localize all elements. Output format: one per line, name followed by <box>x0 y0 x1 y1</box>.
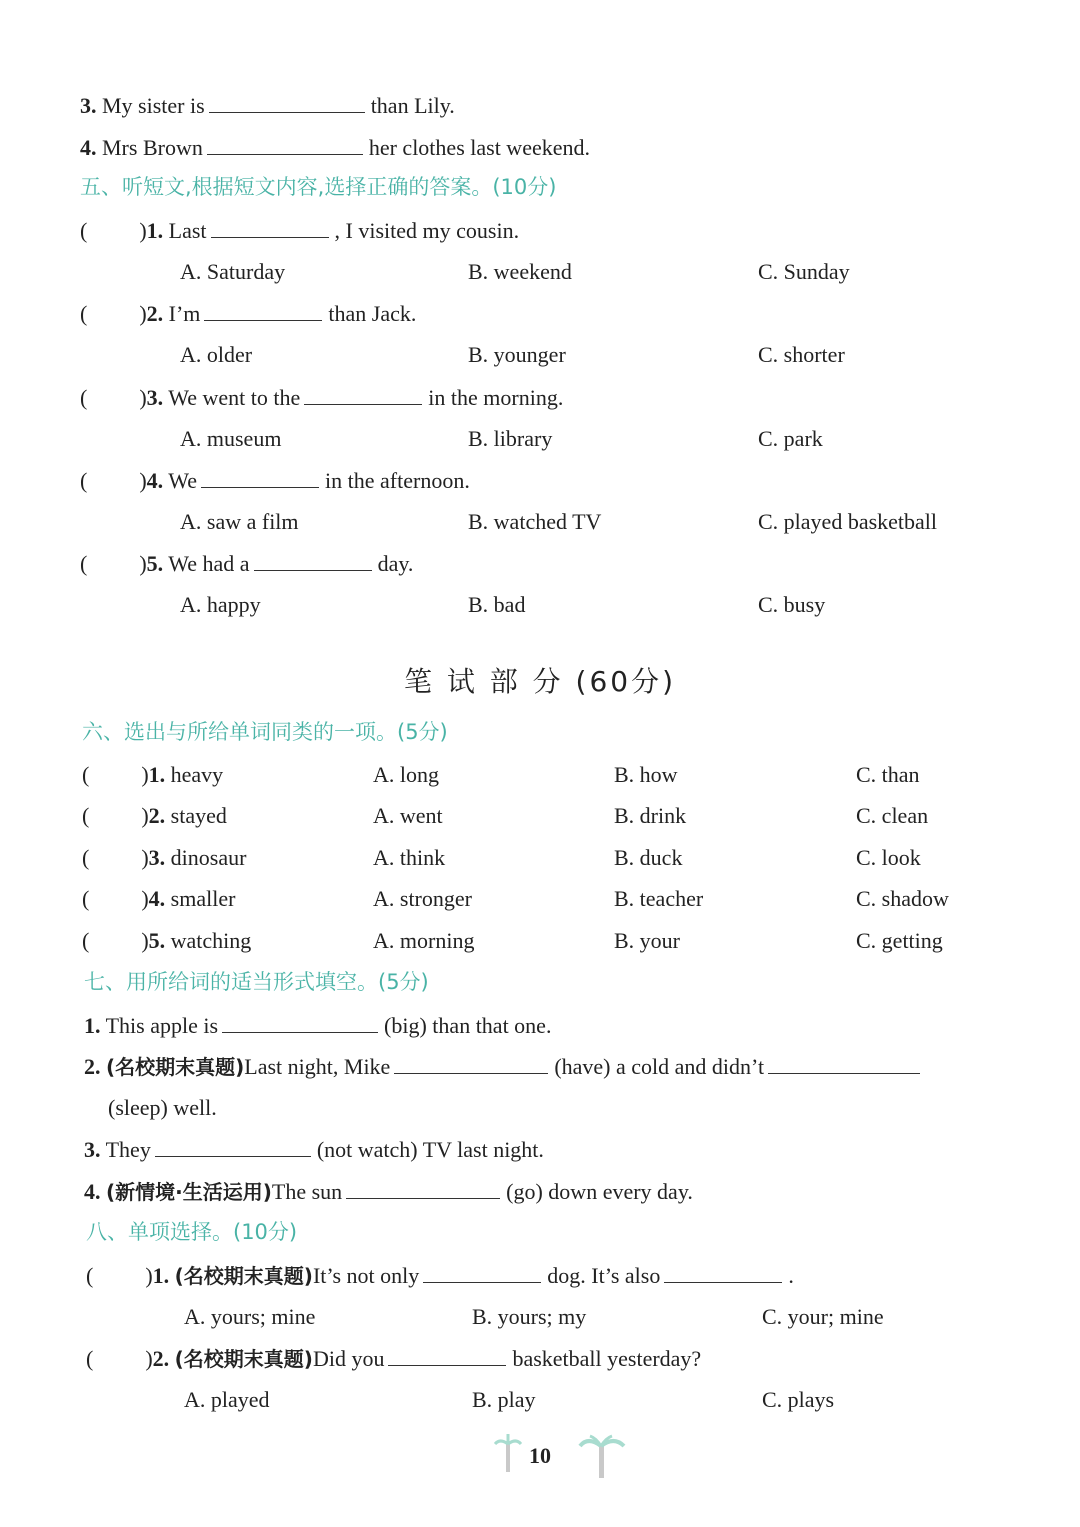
option-a[interactable]: A. happy <box>180 592 261 617</box>
paren-close: ) <box>139 385 147 410</box>
item-number: 2. <box>84 1054 101 1079</box>
answer-blank[interactable] <box>204 298 322 321</box>
answer-blank[interactable] <box>201 465 319 488</box>
given-word: smaller <box>170 886 236 911</box>
given-word: heavy <box>170 762 224 787</box>
item-text: Mrs Brown <box>102 135 203 160</box>
item-number: 3. <box>84 1137 101 1162</box>
paren-open: ( <box>86 1263 94 1288</box>
option-b[interactable]: B. your <box>614 928 680 953</box>
answer-blank[interactable] <box>211 215 329 238</box>
option-c[interactable]: C. clean <box>856 803 929 828</box>
item-text: in the morning. <box>428 385 564 410</box>
item-number: 2. <box>146 301 164 326</box>
source-tag: (名校期末真题) <box>106 1055 245 1079</box>
item-text: . <box>788 1263 794 1288</box>
fill-item-3 <box>80 90 455 121</box>
answer-blank[interactable] <box>304 382 422 405</box>
item-number: 1. <box>152 1263 170 1288</box>
question-8-1 <box>86 1260 794 1291</box>
paren-open: ( <box>82 928 90 953</box>
option-b[interactable]: B. library <box>468 426 553 451</box>
item-number: 4. <box>148 886 166 911</box>
paren-close: ) <box>139 301 147 326</box>
question-5-1 <box>80 215 519 246</box>
page-number: 10 <box>529 1443 551 1468</box>
question-6-1 <box>82 760 223 790</box>
option-b[interactable]: B. yours; my <box>472 1304 587 1329</box>
paren-open: ( <box>86 1346 94 1371</box>
item-text: in the afternoon. <box>325 468 470 493</box>
question-6-4 <box>82 884 235 914</box>
paren-open: ( <box>82 803 90 828</box>
answer-blank[interactable] <box>768 1051 920 1074</box>
given-word: dinosaur <box>170 845 247 870</box>
answer-blank[interactable] <box>155 1134 311 1157</box>
question-5-4 <box>80 465 470 496</box>
item-text: Last night, Mike <box>244 1054 391 1079</box>
question-7-4 <box>84 1176 693 1207</box>
given-word: watching <box>170 928 252 953</box>
answer-blank[interactable] <box>394 1051 548 1074</box>
option-c[interactable]: C. shorter <box>758 342 845 367</box>
option-a[interactable]: A. Saturday <box>180 259 286 284</box>
option-c[interactable]: C. plays <box>762 1387 835 1412</box>
item-number: 1. <box>146 218 164 243</box>
paren-close: ) <box>141 762 149 787</box>
paren-open: ( <box>80 385 88 410</box>
item-number: 3. <box>80 93 97 118</box>
paren-close: ) <box>141 845 149 870</box>
section-6-title: 六、选出与所给单词同类的一项。(5分) <box>82 720 448 744</box>
item-number: 4. <box>80 135 97 160</box>
item-text: We went to the <box>168 385 301 410</box>
answer-blank[interactable] <box>209 90 365 113</box>
option-c[interactable]: C. getting <box>856 928 943 953</box>
answer-blank[interactable] <box>222 1010 378 1033</box>
fill-item-4 <box>80 132 590 163</box>
source-tag: (名校期末真题) <box>174 1264 313 1288</box>
item-text: Did you <box>312 1346 385 1371</box>
answer-blank[interactable] <box>388 1343 506 1366</box>
option-a[interactable]: A. morning <box>373 928 475 953</box>
question-5-2 <box>80 298 416 329</box>
section-7-title: 七、用所给词的适当形式填空。(5分) <box>84 970 429 994</box>
option-a[interactable]: A. went <box>373 803 443 828</box>
item-text: We <box>168 468 198 493</box>
paren-close: ) <box>141 886 149 911</box>
question-7-2 <box>84 1051 926 1082</box>
item-text: (have) a cold and didn’t <box>554 1054 765 1079</box>
option-b[interactable]: B. play <box>472 1387 536 1412</box>
option-c[interactable]: C. your; mine <box>762 1304 884 1329</box>
item-number: 1. <box>84 1013 101 1038</box>
paren-close: ) <box>141 928 149 953</box>
question-8-2 <box>86 1343 701 1374</box>
written-part-title: 笔 试 部 分 (60分) <box>403 665 677 698</box>
item-number: 5. <box>146 551 164 576</box>
option-a[interactable]: A. stronger <box>373 886 472 911</box>
question-5-5 <box>80 548 413 579</box>
item-text: than Lily. <box>370 93 455 118</box>
option-c[interactable]: C. park <box>758 426 823 451</box>
item-number: 2. <box>152 1346 170 1371</box>
paren-open: ( <box>82 886 90 911</box>
option-a[interactable]: A. think <box>373 845 446 870</box>
option-a[interactable]: A. museum <box>180 426 282 451</box>
item-text: (big) than that one. <box>384 1013 552 1038</box>
option-c[interactable]: C. shadow <box>856 886 949 911</box>
source-tag: (名校期末真题) <box>174 1347 313 1371</box>
option-c[interactable]: C. look <box>856 845 921 870</box>
paren-open: ( <box>80 468 88 493</box>
option-c[interactable]: C. than <box>856 762 920 787</box>
palm-tree-icon <box>578 1432 626 1480</box>
option-b[interactable]: B. watched TV <box>468 509 602 534</box>
paren-close: ) <box>139 551 147 576</box>
item-number: 4. <box>84 1179 101 1204</box>
paren-open: ( <box>80 551 88 576</box>
paren-close: ) <box>139 468 147 493</box>
item-text: We had a <box>168 551 250 576</box>
paren-close: ) <box>145 1346 153 1371</box>
question-7-1 <box>84 1010 551 1041</box>
answer-blank[interactable] <box>207 132 363 155</box>
question-6-2 <box>82 801 227 831</box>
item-text: dog. It’s also <box>547 1263 661 1288</box>
paren-close: ) <box>139 218 147 243</box>
option-c[interactable]: C. busy <box>758 592 826 617</box>
paren-open: ( <box>82 762 90 787</box>
option-a[interactable]: A. saw a film <box>180 509 299 534</box>
item-number: 3. <box>148 845 166 870</box>
answer-blank[interactable] <box>664 1260 782 1283</box>
answer-blank[interactable] <box>423 1260 541 1283</box>
question-7-3 <box>84 1134 544 1165</box>
paren-open: ( <box>80 301 88 326</box>
question-6-5 <box>82 926 251 956</box>
given-word: stayed <box>170 803 227 828</box>
option-b[interactable]: B. drink <box>614 803 687 828</box>
question-6-3 <box>82 843 246 873</box>
paren-close: ) <box>141 803 149 828</box>
item-text: The sun <box>271 1179 343 1204</box>
option-a[interactable]: A. older <box>180 342 253 367</box>
item-text: (go) down every day. <box>506 1179 693 1204</box>
option-b[interactable]: B. weekend <box>468 259 572 284</box>
item-text: I’m <box>168 301 201 326</box>
option-a[interactable]: A. long <box>373 762 439 787</box>
item-text: My sister is <box>102 93 205 118</box>
item-number: 4. <box>146 468 164 493</box>
option-a[interactable]: A. played <box>184 1387 270 1412</box>
item-text: , I visited my cousin. <box>334 218 520 243</box>
item-text: It’s not only <box>312 1263 420 1288</box>
item-text: basketball yesterday? <box>512 1346 702 1371</box>
item-text: her clothes last weekend. <box>368 135 590 160</box>
paren-close: ) <box>145 1263 153 1288</box>
answer-blank[interactable] <box>346 1176 500 1199</box>
item-number: 1. <box>148 762 166 787</box>
item-number: 2. <box>148 803 166 828</box>
paren-open: ( <box>82 845 90 870</box>
option-b[interactable]: B. teacher <box>614 886 704 911</box>
option-b[interactable]: B. younger <box>468 342 566 367</box>
option-b[interactable]: B. bad <box>468 592 526 617</box>
option-b[interactable]: B. how <box>614 762 678 787</box>
item-text: day. <box>377 551 414 576</box>
option-b[interactable]: B. duck <box>614 845 683 870</box>
question-5-3 <box>80 382 563 413</box>
paren-open: ( <box>80 218 88 243</box>
item-number: 5. <box>148 928 166 953</box>
option-a[interactable]: A. yours; mine <box>184 1304 316 1329</box>
option-c[interactable]: C. played basketball <box>758 509 938 534</box>
section-8-title: 八、单项选择。(10分) <box>86 1220 298 1244</box>
item-text: This apple is <box>105 1013 219 1038</box>
item-number: 3. <box>146 385 164 410</box>
answer-blank[interactable] <box>254 548 372 571</box>
item-text: (not watch) TV last night. <box>316 1137 544 1162</box>
option-c[interactable]: C. Sunday <box>758 259 850 284</box>
question-7-2-continued: (sleep) well. <box>108 1095 217 1120</box>
item-text: than Jack. <box>328 301 417 326</box>
section-5-title: 五、听短文,根据短文内容,选择正确的答案。(10分) <box>80 175 557 199</box>
source-tag: (新情境·生活运用) <box>106 1180 272 1204</box>
item-text: They <box>105 1137 151 1162</box>
item-text: Last <box>168 218 207 243</box>
